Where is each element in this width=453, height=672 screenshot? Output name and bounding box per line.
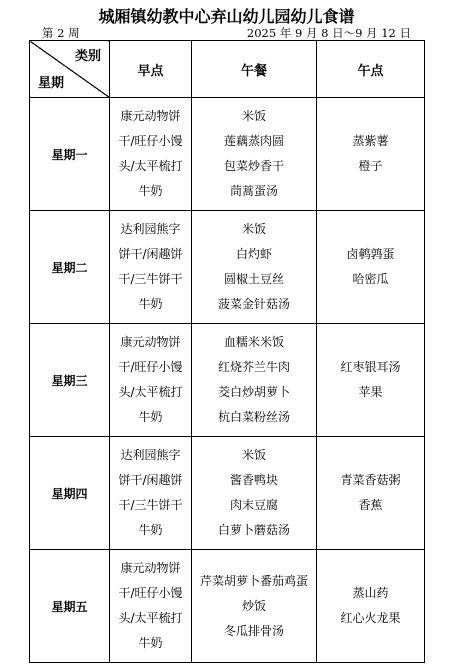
- corner-header-cell: [30, 41, 110, 98]
- weekday-label: 星期: [38, 76, 65, 91]
- breakfast-cell: [110, 437, 192, 550]
- lunch-cell: [192, 211, 317, 324]
- breakfast-items: [110, 217, 191, 317]
- breakfast-item: 康元动物饼: [120, 561, 181, 575]
- lunch-item: 杭白菜粉丝汤: [217, 410, 290, 424]
- weekday-cell: 星期五: [30, 550, 110, 663]
- breakfast-item: 牛奶: [138, 297, 163, 311]
- lunch-item: 红烧芥兰牛肉: [217, 360, 290, 374]
- breakfast-item: 干/三牛饼干: [118, 498, 183, 512]
- lunch-item: 包菜炒香干: [223, 159, 284, 173]
- lunch-item: 炒饭: [241, 598, 266, 613]
- weekday-cell: 星期三: [30, 324, 110, 437]
- category-label: 类别: [74, 49, 101, 64]
- menu-title: 城厢镇幼教中心弃山幼儿园幼儿食谱: [98, 7, 355, 26]
- lunch-item: 茭白炒胡萝卜: [217, 385, 290, 399]
- snack-items: [317, 581, 424, 631]
- breakfast-cell: [110, 211, 192, 324]
- breakfast-item: 牛奶: [138, 410, 163, 424]
- subtitle-row: [0, 25, 453, 39]
- snack-item: 青菜香菇粥: [340, 473, 401, 487]
- snack-cell: [317, 211, 425, 324]
- snack-item: 红心火龙果: [340, 611, 401, 625]
- snack-items: [317, 242, 424, 292]
- snack-item: 卤鹌鹑蛋: [346, 247, 395, 261]
- weekday-cell: 星期二: [30, 211, 110, 324]
- day-row: [30, 550, 425, 663]
- snack-item: 蒸紫薯: [352, 134, 389, 148]
- lunch-cell: [192, 98, 317, 211]
- breakfast-item: 达利园熊字: [120, 448, 181, 462]
- lunch-item: 冬瓜排骨汤: [223, 623, 284, 638]
- header-row: [30, 41, 425, 98]
- week-label: 第 2 周: [42, 26, 80, 40]
- lunch-items: [192, 104, 316, 204]
- day-rows: [30, 98, 425, 663]
- snack-items: [317, 129, 424, 179]
- snack-item: 橙子: [358, 159, 383, 173]
- breakfast-cell: [110, 324, 192, 437]
- lunch-item: 酱香鸭块: [229, 473, 278, 487]
- breakfast-header: 早点: [110, 41, 192, 98]
- snack-cell: [317, 98, 425, 211]
- breakfast-item: 康元动物饼: [120, 109, 181, 123]
- snack-item: 苹果: [358, 385, 383, 399]
- breakfast-item: 康元动物饼: [120, 335, 181, 349]
- breakfast-item: 饼干/闲趣饼: [118, 473, 183, 487]
- lunch-items: [192, 330, 316, 430]
- lunch-items: [192, 443, 316, 543]
- breakfast-cell: [110, 550, 192, 663]
- breakfast-item: 头/太平梳打: [118, 159, 183, 173]
- lunch-items: [192, 569, 316, 644]
- lunch-item: 芹菜胡萝卜番茄鸡蛋: [199, 573, 308, 588]
- lunch-cell: [192, 437, 317, 550]
- snack-cell: [317, 437, 425, 550]
- breakfast-item: 牛奶: [138, 184, 163, 198]
- breakfast-item: 饼干/闲趣饼: [118, 247, 183, 261]
- breakfast-item: 干/旺仔小馒: [118, 586, 183, 600]
- lunch-item: 肉末豆腐: [229, 498, 278, 512]
- lunch-item: 圆椒土豆丝: [223, 272, 284, 286]
- lunch-item: 血糯米米饭: [223, 335, 284, 349]
- lunch-cell: [192, 324, 317, 437]
- breakfast-item: 牛奶: [138, 636, 163, 650]
- lunch-item: 白灼虾: [235, 247, 272, 261]
- weekday-cell: 星期一: [30, 98, 110, 211]
- breakfast-item: 头/太平梳打: [118, 385, 183, 399]
- breakfast-items: [110, 556, 191, 656]
- snack-items: [317, 355, 424, 405]
- lunch-item: 菠菜金针菇汤: [217, 297, 290, 311]
- lunch-item: 茼蒿蛋汤: [229, 184, 278, 198]
- day-row: [30, 211, 425, 324]
- day-row: [30, 437, 425, 550]
- snack-cell: [317, 324, 425, 437]
- breakfast-items: [110, 330, 191, 430]
- breakfast-item: 达利园熊字: [120, 222, 181, 236]
- snack-items: [317, 468, 424, 518]
- snack-item: 红枣银耳汤: [340, 360, 401, 374]
- breakfast-item: 干/旺仔小馒: [118, 134, 183, 148]
- snack-header: 午点: [317, 41, 425, 98]
- lunch-items: [192, 217, 316, 317]
- breakfast-item: 干/旺仔小馒: [118, 360, 183, 374]
- snack-item: 哈密瓜: [352, 272, 389, 286]
- lunch-item: 白萝卜蘑菇汤: [217, 523, 290, 537]
- breakfast-item: 头/太平梳打: [118, 611, 183, 625]
- lunch-item: 米饭: [241, 222, 266, 236]
- snack-cell: [317, 550, 425, 663]
- lunch-item: 米饭: [241, 448, 266, 462]
- lunch-item: 米饭: [241, 109, 266, 123]
- menu-table: [29, 40, 425, 663]
- breakfast-cell: [110, 98, 192, 211]
- snack-item: 蒸山药: [352, 586, 389, 600]
- breakfast-items: [110, 443, 191, 543]
- lunch-cell: [192, 550, 317, 663]
- breakfast-item: 干/三牛饼干: [118, 272, 183, 286]
- weekday-cell: 星期四: [30, 437, 110, 550]
- breakfast-item: 牛奶: [138, 523, 163, 537]
- breakfast-items: [110, 104, 191, 204]
- day-row: [30, 324, 425, 437]
- day-row: [30, 98, 425, 211]
- lunch-header: 午餐: [192, 41, 317, 98]
- snack-item: 香蕉: [358, 498, 383, 512]
- date-range: 2025 年 9 月 8 日～9 月 12 日: [246, 26, 411, 40]
- lunch-item: 莲藕蒸肉圆: [223, 134, 284, 148]
